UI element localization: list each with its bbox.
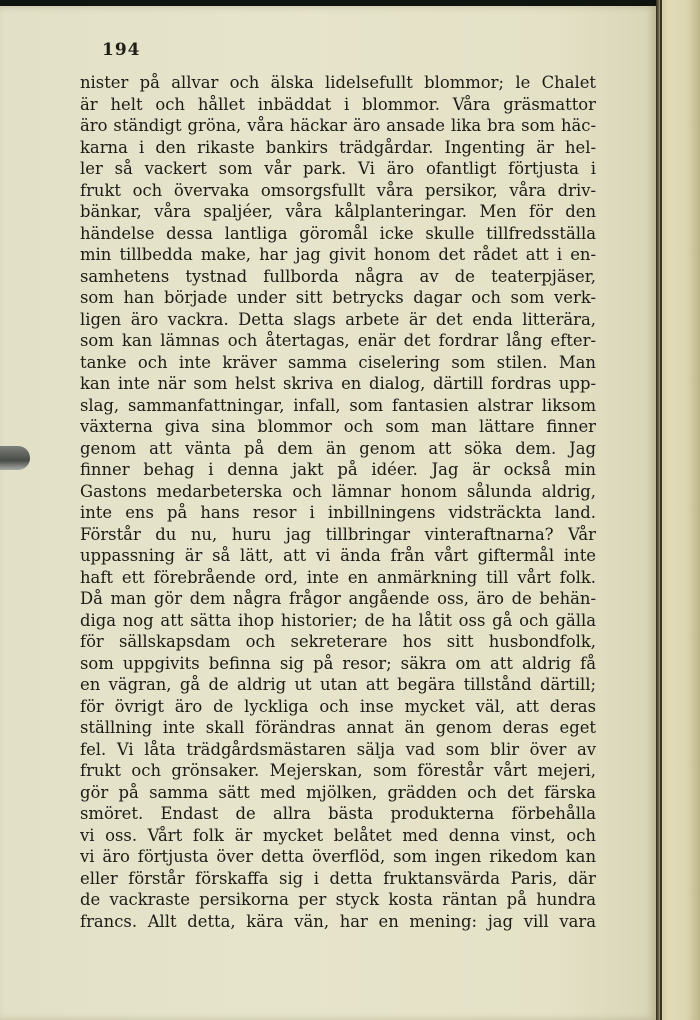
text-line: tanke och inte kräver samma ciselering som stilen. Man [80,352,596,372]
text-line: händelse dessa lantliga göromål icke skulle tillfredsställa [80,223,596,243]
text-line: samhetens tystnad fullborda några av de teaterpjäser, [80,266,596,286]
text-line: är helt och hållet inbäddat i blommor. Våra gräsmattor [80,94,596,114]
text-line: diga nog att sätta ihop historier; de ha låtit oss gå och gälla [80,610,596,630]
text-line: som han började under sitt betrycks dagar och som verk- [80,288,596,307]
text-line: fel. Vi låta trädgårdsmästaren sälja vad som blir över av [80,739,596,759]
text-line: haft ett förebrående ord, inte en anmärkning till vårt folk. [80,567,596,587]
text-line: ställning inte skall förändras annat än genom deras eget [80,718,596,737]
text-line: som kan lämnas och återtagas, enär det fordrar lång efter- [80,331,596,350]
text-line: ler så vackert som vår park. Vi äro ofantligt förtjusta i [80,159,596,178]
text-line: finner behag i denna jakt på idéer. Jag är också min [80,460,596,479]
text-line: gör på samma sätt med mjölken, grädden och det färska [80,782,596,802]
text-line: karna i den rikaste bankirs trädgårdar. Ingenting är hel- [80,137,596,157]
book-page [0,6,656,1020]
body-text [80,72,596,932]
text-line: frukt och grönsaker. Mejerskan, som förestår vårt mejeri, [80,761,596,780]
text-line: som uppgivits befinna sig på resor; säkra om att aldrig få [80,653,596,673]
text-line: slag, sammanfattningar, infall, som fantasien alstrar liksom [80,395,596,415]
text-line: nister på allvar och älska lidelsefullt blommor; le Chalet [80,73,596,92]
text-line: vi oss. Vårt folk är mycket belåtet med denna vinst, och [80,825,596,845]
page-number: 194 [102,40,141,60]
text-line: äro ständigt gröna, våra häckar äro ansade lika bra som häc- [80,116,596,135]
text-line: ligen äro vackra. Detta slags arbete är det enda litterära, [80,309,596,329]
text-line: inte ens på hans resor i inbillningens vidsträckta land. [80,503,596,522]
text-line: vi äro förtjusta över detta överflöd, som ingen rikedom kan [80,847,596,866]
text-line: Gastons medarbeterska och lämnar honom sålunda aldrig, [80,481,596,501]
text-line: smöret. Endast de allra bästa produkterna förbehålla [80,804,596,823]
text-line: bänkar, våra spaljéer, våra kålplanteringar. Men för den [80,202,596,221]
text-line: uppassning är så lätt, att vi ända från vårt giftermål inte [80,546,596,565]
text-line: växterna giva sina blommor och som man lättare finner [80,417,596,436]
text-line: francs. Allt detta, kära vän, har en mening: jag vill vara [80,911,596,931]
text-line: min tillbedda make, har jag givit honom det rådet att i en- [80,245,596,264]
page-crease [660,0,662,1020]
text-line: Förstår du nu, huru jag tillbringar vinteraftnarna? Vår [80,524,596,544]
text-line: de vackraste persikorna per styck kosta räntan på hundra [80,890,596,909]
text-line: en vägran, gå de aldrig ut utan att begära tillstånd därtill; [80,675,596,694]
next-page-edge [656,0,700,1020]
text-line: frukt och övervaka omsorgsfullt våra persikor, våra driv- [80,180,596,200]
text-line: genom att vänta på dem än genom att söka dem. Jag [80,438,596,458]
text-line: kan inte när som helst skriva en dialog, därtill fordras upp- [80,374,596,393]
text-line: eller förstår förskaffa sig i detta fruktansvärda Paris, där [80,868,596,888]
text-line: Då man gör dem några frågor angående oss, äro de behän- [80,589,596,608]
text-line: för sällskapsdam och sekreterare hos sitt husbondfolk, [80,632,596,651]
binding-clip [0,446,30,470]
text-line: för övrigt äro de lyckliga och inse mycket väl, att deras [80,696,596,716]
